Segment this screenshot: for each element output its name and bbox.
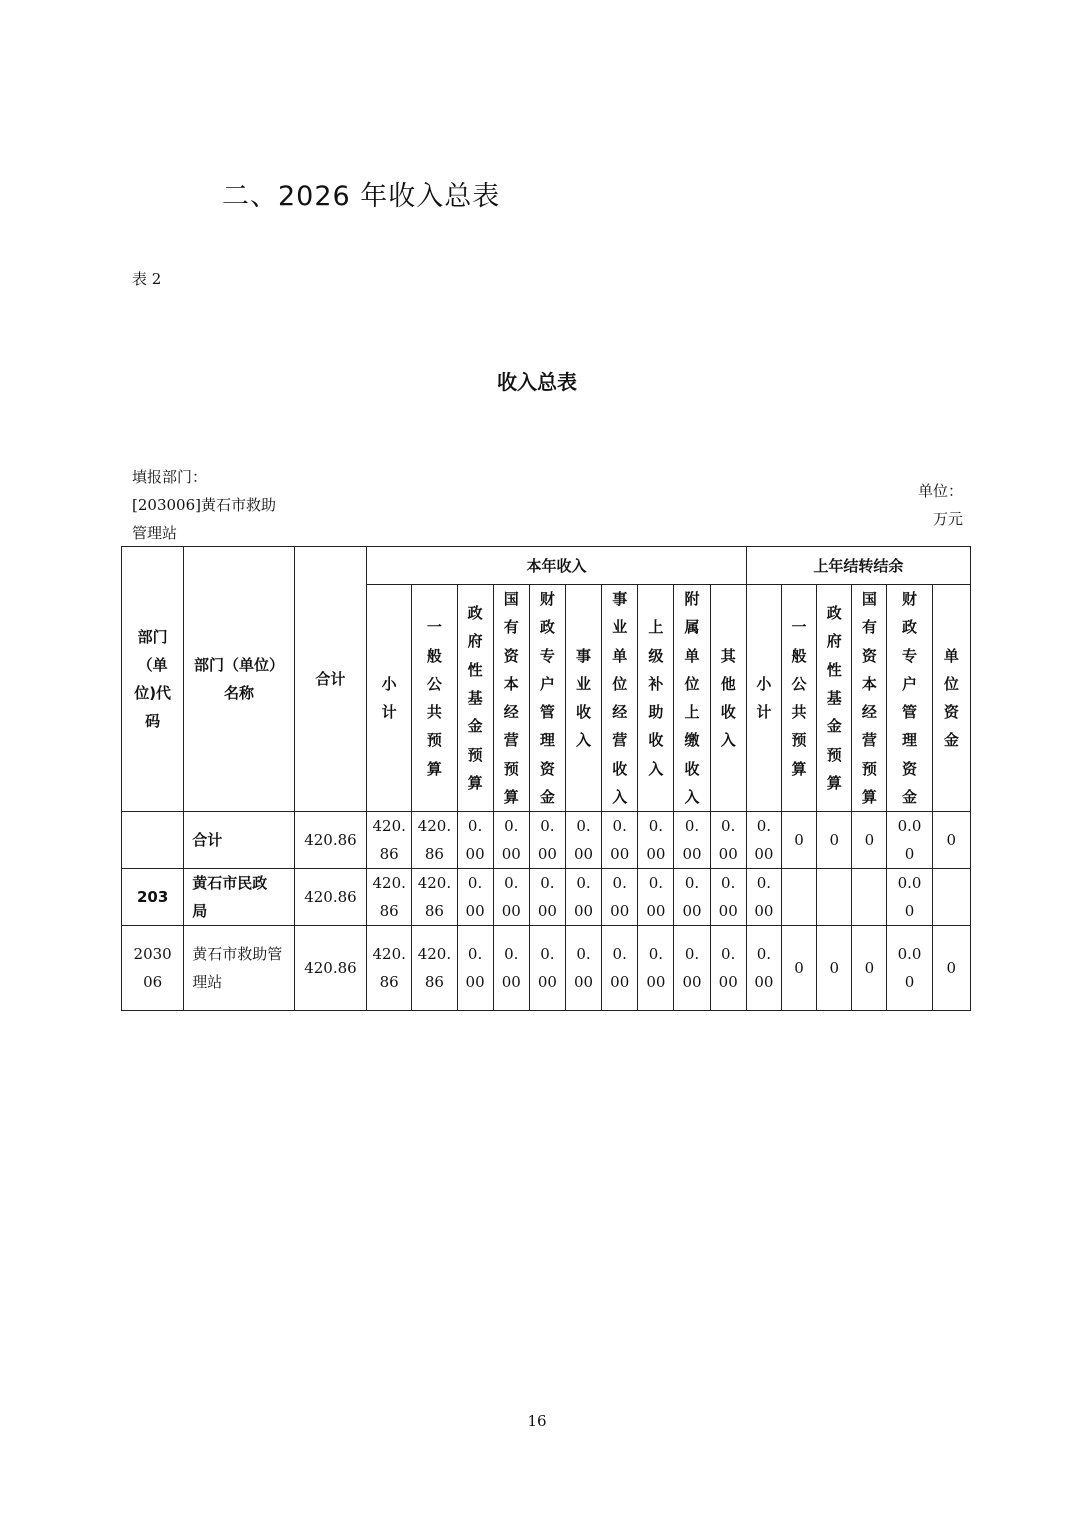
current-year-cell: 420.86	[367, 926, 412, 1011]
header-current-year-col: 一般公共预算	[412, 585, 457, 812]
header-current-year-col: 国有资本经营预算	[493, 585, 529, 812]
header-current-year-col: 财政专户管理资金	[529, 585, 565, 812]
table-number: 表 2	[132, 270, 162, 288]
current-year-cell: 0.00	[493, 869, 529, 926]
header-dept-code: 部门（单位)代码	[122, 547, 184, 812]
current-year-cell: 0.00	[710, 869, 746, 926]
header-current-year-col: 其他收入	[710, 585, 746, 812]
current-year-cell: 0.00	[710, 812, 746, 869]
table-row	[122, 926, 971, 1011]
carryover-cell: 0	[817, 926, 852, 1011]
current-year-cell: 0.00	[602, 869, 638, 926]
carryover-cell: 0.00	[746, 926, 781, 1011]
current-year-cell: 0.00	[674, 926, 710, 1011]
header-current-year-col: 附属单位上缴收入	[674, 585, 710, 812]
carryover-cell: 0	[781, 812, 816, 869]
current-year-cell: 0.00	[457, 869, 493, 926]
table-row	[122, 812, 971, 869]
carryover-cell: 0	[817, 812, 852, 869]
header-current-year-col: 小计	[367, 585, 412, 812]
carryover-cell	[781, 869, 816, 926]
header-carryover-col: 财政专户管理资金	[887, 585, 932, 812]
carryover-cell: 0	[932, 926, 970, 1011]
unit-note	[905, 477, 963, 533]
header-carryover-col: 单位资金	[932, 585, 970, 812]
table-title: 收入总表	[497, 370, 577, 394]
dept-code-cell: 203	[122, 869, 184, 926]
current-year-cell: 0.00	[565, 869, 601, 926]
header-carryover-col: 国有资本经营预算	[852, 585, 887, 812]
dept-name-cell: 黄石市救助管理站	[184, 926, 295, 1011]
fill-department-label: 填报部门：	[132, 468, 208, 486]
current-year-cell: 0.00	[493, 926, 529, 1011]
carryover-cell: 0.00	[887, 812, 932, 869]
table-row	[122, 869, 971, 926]
current-year-cell: 0.00	[638, 869, 674, 926]
current-year-cell: 0.00	[529, 869, 565, 926]
current-year-cell: 0.00	[493, 812, 529, 869]
current-year-cell: 420.86	[367, 869, 412, 926]
header-carryover-col: 政府性基金预算	[817, 585, 852, 812]
total-cell: 420.86	[294, 869, 366, 926]
current-year-cell: 0.00	[457, 812, 493, 869]
header-dept-name: 部门（单位）名称	[184, 547, 295, 812]
carryover-cell: 0	[781, 926, 816, 1011]
dept-name-cell: 黄石市民政局	[184, 869, 295, 926]
current-year-cell: 0.00	[565, 926, 601, 1011]
current-year-cell: 0.00	[674, 869, 710, 926]
carryover-cell: 0.00	[887, 926, 932, 1011]
dept-name-cell: 合计	[184, 812, 295, 869]
carryover-cell: 0	[852, 812, 887, 869]
header-carryover-col: 一般公共预算	[781, 585, 816, 812]
total-cell: 420.86	[294, 812, 366, 869]
header-current-year-col: 事业单位经营收入	[602, 585, 638, 812]
unit-value: 万元	[932, 510, 963, 528]
current-year-cell: 0.00	[602, 812, 638, 869]
carryover-cell	[817, 869, 852, 926]
current-year-cell: 420.86	[412, 812, 457, 869]
current-year-cell: 0.00	[602, 926, 638, 1011]
carryover-cell	[852, 869, 887, 926]
current-year-cell: 0.00	[674, 812, 710, 869]
current-year-cell: 0.00	[457, 926, 493, 1011]
carryover-cell: 0.00	[746, 812, 781, 869]
dept-code-cell: 203006	[122, 926, 184, 1011]
current-year-cell: 0.00	[565, 812, 601, 869]
current-year-cell: 0.00	[529, 926, 565, 1011]
carryover-cell: 0	[932, 812, 970, 869]
current-year-cell: 420.86	[412, 926, 457, 1011]
header-carryover: 上年结转结余	[746, 547, 970, 585]
current-year-cell: 0.00	[638, 926, 674, 1011]
total-cell: 420.86	[294, 926, 366, 1011]
carryover-cell: 0.00	[746, 869, 781, 926]
page-number: 16	[527, 1412, 547, 1430]
fill-department-value: [203006]黄石市救助管理站	[132, 496, 276, 542]
header-current-year-col: 上级补助收入	[638, 585, 674, 812]
dept-code-cell	[122, 812, 184, 869]
section-heading: 二、2026 年收入总表	[222, 181, 501, 212]
header-current-year-col: 政府性基金预算	[457, 585, 493, 812]
header-total: 合计	[294, 547, 366, 812]
income-summary-table	[121, 546, 971, 1011]
current-year-cell: 420.86	[412, 869, 457, 926]
header-carryover-col: 小计	[746, 585, 781, 812]
header-current-year: 本年收入	[367, 547, 747, 585]
carryover-cell: 0.00	[887, 869, 932, 926]
carryover-cell	[932, 869, 970, 926]
current-year-cell: 0.00	[529, 812, 565, 869]
header-row-1	[122, 547, 971, 585]
current-year-cell: 0.00	[638, 812, 674, 869]
current-year-cell: 420.86	[367, 812, 412, 869]
unit-label: 单位：	[917, 482, 963, 500]
carryover-cell: 0	[852, 926, 887, 1011]
fill-department	[132, 463, 282, 547]
header-current-year-col: 事业收入	[565, 585, 601, 812]
current-year-cell: 0.00	[710, 926, 746, 1011]
